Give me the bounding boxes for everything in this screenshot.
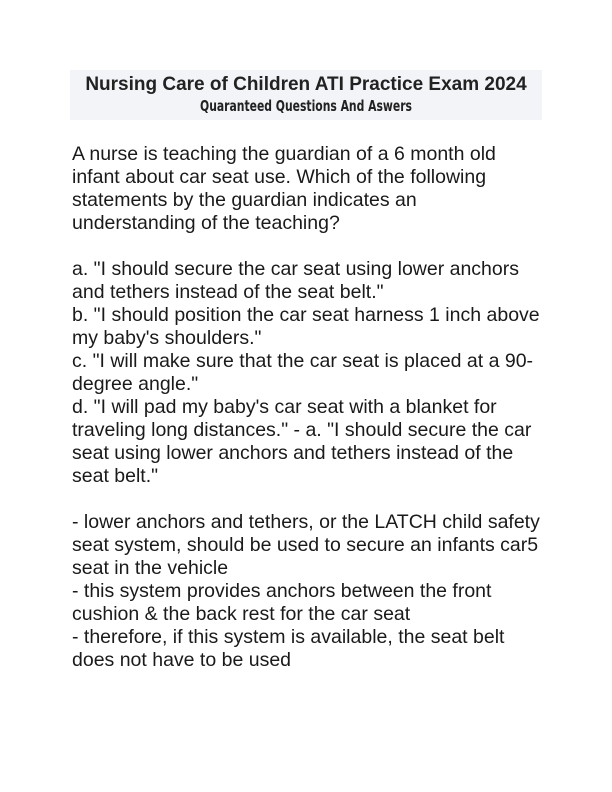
rationale-line: - this system provides anchors between the front cushion & the back rest for the car seat (72, 580, 492, 625)
answer-option-b: b. "I should position the car seat harness 1 inch above my baby's shoulders." (72, 304, 540, 349)
spacer (72, 488, 542, 511)
answer-option-a: a. "I should secure the car seat using lower anchors and tethers instead of the seat belt." (72, 258, 519, 303)
answer-option-d: d. "I will pad my baby's car seat with a blanket for traveling long distances." - a. "I should secure the car seat using lower anchors and tethers instead of the seat belt." (72, 396, 532, 487)
document-title: Nursing Care of Children ATI Practice Exam 2024 (85, 74, 527, 95)
rationale-line: - therefore, if this system is available, the seat belt does not have to be used (72, 626, 505, 671)
rationale-line: - lower anchors and tethers, or the LATCH child safety seat system, should be used to secure an infants car5 seat in the vehicle (72, 511, 540, 579)
spacer (72, 235, 542, 258)
document-header (70, 70, 542, 120)
document-subtitle: Quaranteed Questions And Aswers (200, 97, 412, 115)
answer-option-c: c. "I will make sure that the car seat is placed at a 90-degree angle." (72, 350, 534, 395)
question-content (72, 143, 542, 672)
question-stem: A nurse is teaching the guardian of a 6 month old infant about car seat use. Which of the following statements by the guardian indicates an understanding of the teaching? (72, 143, 496, 234)
